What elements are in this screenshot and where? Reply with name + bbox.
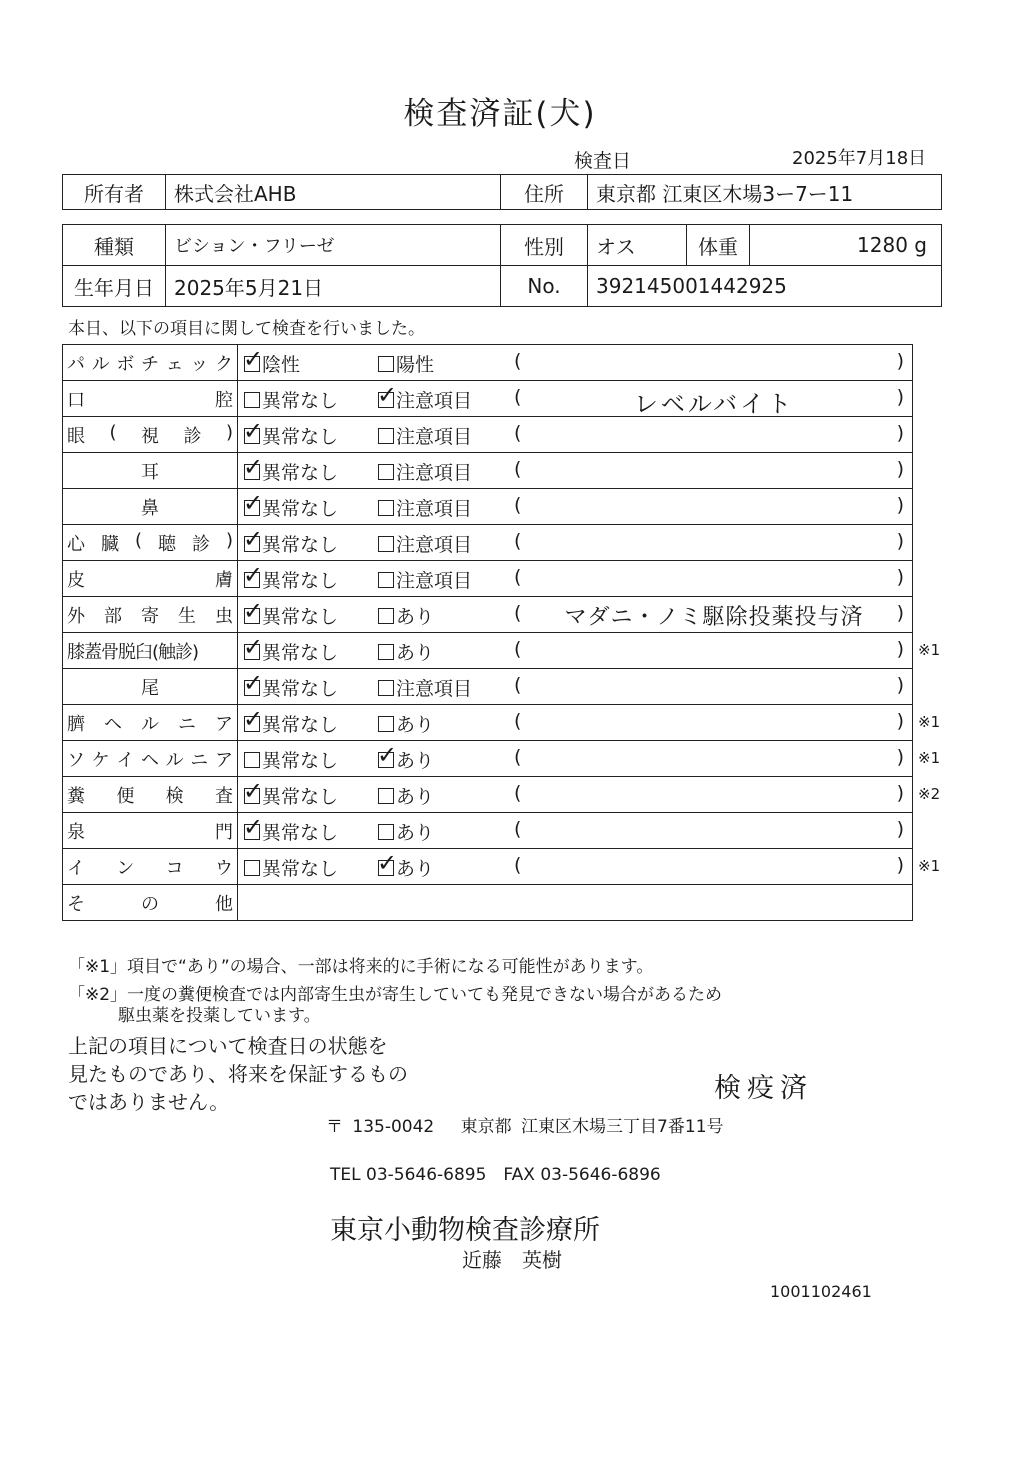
dob-label: 生年月日 <box>63 266 166 307</box>
weight-value: 1280 g <box>750 225 942 266</box>
option-normal-checkbox[interactable] <box>244 602 338 629</box>
option-abnormal-checkbox[interactable] <box>378 782 434 809</box>
note-open-paren: ( <box>514 422 522 444</box>
option-abnormal-checkbox[interactable] <box>378 674 472 701</box>
check-row <box>63 489 913 525</box>
check-item-label <box>63 561 238 597</box>
owner-label: 所有者 <box>63 175 166 210</box>
check-item-label <box>63 597 238 633</box>
check-result <box>238 669 913 705</box>
checked-box-icon <box>244 572 260 588</box>
check-item-text: 鼻 <box>141 497 159 519</box>
sex-label: 性別 <box>501 225 588 266</box>
check-result <box>238 705 913 741</box>
note-close-paren: ) <box>896 710 904 732</box>
option-label: 異常なし <box>262 606 339 628</box>
check-item-label <box>63 489 238 525</box>
checkbox-icon <box>378 428 394 444</box>
option-abnormal-checkbox[interactable] <box>378 638 434 665</box>
checkbox-icon <box>378 644 394 660</box>
check-note: マダニ・ノミ駆除投薬投与済 <box>564 605 864 630</box>
note-close-paren: ) <box>896 422 904 444</box>
note-close-paren: ) <box>896 602 904 624</box>
option-label: あり <box>396 714 435 736</box>
option-label: あり <box>396 642 435 664</box>
option-label: あり <box>396 750 435 772</box>
no-label: No. <box>501 266 588 307</box>
option-label: 注意項目 <box>396 390 473 412</box>
option-label: 陰性 <box>262 354 301 376</box>
exam-date-label: 検査日 <box>574 150 632 172</box>
option-normal-checkbox[interactable] <box>244 566 338 593</box>
option-abnormal-checkbox[interactable] <box>378 458 472 485</box>
option-normal-checkbox[interactable] <box>244 350 300 377</box>
check-item-label <box>63 453 238 489</box>
option-label: 異常なし <box>262 786 339 808</box>
checked-box-icon <box>378 392 394 408</box>
option-normal-checkbox[interactable] <box>244 530 338 557</box>
check-result <box>238 741 913 777</box>
dob-value: 2025年5月21日 <box>166 266 501 307</box>
option-label: 注意項目 <box>396 678 473 700</box>
option-normal-checkbox[interactable] <box>244 746 338 773</box>
option-label: 異常なし <box>262 750 339 772</box>
checked-box-icon <box>244 428 260 444</box>
option-label: 注意項目 <box>396 498 473 520</box>
check-row <box>63 669 913 705</box>
check-result <box>238 849 913 885</box>
doctor-name: 近藤 英樹 <box>462 1248 562 1272</box>
check-row <box>63 561 913 597</box>
option-label: あり <box>396 822 435 844</box>
breed-value: ビション・フリーゼ <box>166 225 501 266</box>
check-item-label <box>63 381 238 417</box>
option-label: あり <box>396 786 435 808</box>
check-item-text: 外 部 寄 生 虫 <box>67 605 233 627</box>
check-row <box>63 453 913 489</box>
disclaimer-line: 上記の項目について検査日の状態を <box>68 1034 388 1058</box>
footnote-mark: ※2 <box>918 784 941 803</box>
option-label: 注意項目 <box>396 534 473 556</box>
checkbox-icon <box>378 536 394 552</box>
note-close-paren: ) <box>896 674 904 696</box>
note-open-paren: ( <box>514 674 522 696</box>
option-normal-checkbox[interactable] <box>244 494 338 521</box>
no-value: 392145001442925 <box>588 266 942 307</box>
check-result <box>238 417 913 453</box>
checked-box-icon <box>244 788 260 804</box>
check-item-text: 臍 ヘ ル ニ ア <box>67 713 233 735</box>
check-result <box>238 525 913 561</box>
checked-box-icon <box>244 464 260 480</box>
check-item-label <box>63 813 238 849</box>
option-normal-checkbox[interactable] <box>244 386 338 413</box>
option-label: 異常なし <box>262 642 339 664</box>
weight-label: 体重 <box>687 225 750 266</box>
note-close-paren: ) <box>896 566 904 588</box>
option-label: 異常なし <box>262 498 339 520</box>
option-normal-checkbox[interactable] <box>244 710 338 737</box>
option-abnormal-checkbox[interactable] <box>378 530 472 557</box>
option-abnormal-checkbox[interactable] <box>378 854 434 881</box>
option-label: 注意項目 <box>396 426 473 448</box>
footnote-1: 「※1」項目で“あり”の場合、一部は将来的に手術になる可能性があります。 <box>68 957 654 977</box>
option-label: 異常なし <box>262 822 339 844</box>
checked-box-icon <box>244 716 260 732</box>
option-abnormal-checkbox[interactable] <box>378 422 472 449</box>
other-label-text: そ の 他 <box>67 893 233 915</box>
option-label: 注意項目 <box>396 462 473 484</box>
exam-date-value: 2025年7月18日 <box>792 148 927 169</box>
checkbox-icon <box>378 464 394 480</box>
check-item-text: イ ン コ ウ <box>67 857 233 879</box>
breed-label: 種類 <box>63 225 166 266</box>
pet-table <box>62 224 942 307</box>
checkbox-icon <box>244 392 260 408</box>
note-close-paren: ) <box>896 746 904 768</box>
check-item-label <box>63 705 238 741</box>
check-result <box>238 489 913 525</box>
check-result <box>238 813 913 849</box>
note-open-paren: ( <box>514 566 522 588</box>
checkbox-icon <box>378 608 394 624</box>
option-abnormal-checkbox[interactable] <box>378 350 434 377</box>
other-result <box>238 885 913 921</box>
checkbox-icon <box>244 752 260 768</box>
option-normal-checkbox[interactable] <box>244 422 338 449</box>
check-row <box>63 417 913 453</box>
check-item-text: 耳 <box>141 461 159 483</box>
option-abnormal-checkbox[interactable] <box>378 818 434 845</box>
check-result <box>238 633 913 669</box>
checked-box-icon <box>244 644 260 660</box>
check-result <box>238 777 913 813</box>
clinic-phone-fax: TEL 03-5646-6895 FAX 03-5646-6896 <box>330 1165 661 1185</box>
footnote-2: 「※2」一度の糞便検査では内部寄生虫が寄生していても発見できない場合があるため <box>68 985 723 1005</box>
option-label: 異常なし <box>262 858 339 880</box>
note-close-paren: ) <box>896 818 904 840</box>
address-label: 住所 <box>501 175 588 210</box>
intro-text: 本日、以下の項目に関して検査を行いました。 <box>68 319 425 339</box>
check-row <box>63 381 913 417</box>
check-note: レベルバイト <box>633 390 795 418</box>
check-item-label <box>63 525 238 561</box>
check-row <box>63 525 913 561</box>
serial-number: 1001102461 <box>770 1282 872 1301</box>
footnote-mark: ※1 <box>918 748 941 767</box>
note-open-paren: ( <box>514 638 522 660</box>
check-row <box>63 849 913 885</box>
check-row <box>63 633 913 669</box>
other-label <box>63 885 238 921</box>
check-result <box>238 381 913 417</box>
check-item-text: 泉 門 <box>67 821 233 843</box>
option-label: 異常なし <box>262 390 339 412</box>
checkbox-icon <box>378 788 394 804</box>
note-open-paren: ( <box>514 854 522 876</box>
option-abnormal-checkbox[interactable] <box>378 386 472 413</box>
option-normal-checkbox[interactable] <box>244 674 338 701</box>
note-close-paren: ) <box>896 350 904 372</box>
checkbox-icon <box>378 572 394 588</box>
disclaimer-line: ではありません。 <box>68 1090 230 1114</box>
option-normal-checkbox[interactable] <box>244 818 338 845</box>
note-close-paren: ) <box>896 458 904 480</box>
owner-table <box>62 174 942 210</box>
note-close-paren: ) <box>896 386 904 408</box>
checkbox-icon <box>378 356 394 372</box>
check-row <box>63 705 913 741</box>
checks-table <box>62 344 913 921</box>
checkbox-icon <box>378 680 394 696</box>
option-label: 異常なし <box>262 570 339 592</box>
checkbox-icon <box>244 860 260 876</box>
note-open-paren: ( <box>514 782 522 804</box>
quarantine-stamp: 検疫済 <box>714 1073 813 1104</box>
note-close-paren: ) <box>896 782 904 804</box>
certificate-title: 検査済証(犬) <box>403 96 597 132</box>
option-normal-checkbox[interactable] <box>244 458 338 485</box>
option-abnormal-checkbox[interactable] <box>378 602 434 629</box>
option-label: あり <box>396 858 435 880</box>
checkbox-icon <box>378 824 394 840</box>
check-item-label <box>63 849 238 885</box>
check-item-text: パ ル ボ チ ェ ッ ク <box>67 353 233 375</box>
note-close-paren: ) <box>896 530 904 552</box>
disclaimer-statement <box>68 1032 408 1116</box>
option-label: あり <box>396 606 435 628</box>
checked-box-icon <box>244 500 260 516</box>
note-open-paren: ( <box>514 818 522 840</box>
check-item-text: 糞 便 検 査 <box>67 785 233 807</box>
clinic-address: 〒 135-0042 東京都 江東区木場三丁目7番11号 <box>326 1117 724 1137</box>
checked-box-icon <box>244 824 260 840</box>
address-value: 東京都 江東区木場3ー7ー11 <box>588 175 942 210</box>
option-label: 異常なし <box>262 678 339 700</box>
option-normal-checkbox[interactable] <box>244 782 338 809</box>
note-close-paren: ) <box>896 494 904 516</box>
check-item-text: 尾 <box>141 677 159 699</box>
note-open-paren: ( <box>514 386 522 408</box>
option-abnormal-checkbox[interactable] <box>378 710 434 737</box>
option-label: 陽性 <box>396 354 435 376</box>
option-label: 異常なし <box>262 714 339 736</box>
check-item-text: 膝蓋骨脱臼(触診) <box>67 641 199 663</box>
checked-box-icon <box>244 536 260 552</box>
check-item-label <box>63 669 238 705</box>
check-result <box>238 561 913 597</box>
note-open-paren: ( <box>514 710 522 732</box>
option-abnormal-checkbox[interactable] <box>378 494 472 521</box>
check-item-label <box>63 345 238 381</box>
check-item-label <box>63 633 238 669</box>
option-label: 注意項目 <box>396 570 473 592</box>
checked-box-icon <box>244 356 260 372</box>
option-label: 異常なし <box>262 534 339 556</box>
note-open-paren: ( <box>514 602 522 624</box>
option-abnormal-checkbox[interactable] <box>378 746 434 773</box>
option-normal-checkbox[interactable] <box>244 638 338 665</box>
footnote-mark: ※1 <box>918 856 941 875</box>
check-item-label <box>63 417 238 453</box>
checked-box-icon <box>378 860 394 876</box>
note-open-paren: ( <box>514 746 522 768</box>
clinic-name: 東京小動物検査診療所 <box>330 1215 600 1246</box>
note-open-paren: ( <box>514 350 522 372</box>
check-item-text: 眼 ( 視 診 ) <box>67 421 233 447</box>
note-open-paren: ( <box>514 458 522 480</box>
note-close-paren: ) <box>896 854 904 876</box>
check-result <box>238 597 913 633</box>
check-item-text: ソ ケ イ ヘ ル ニ ア <box>67 749 233 771</box>
checked-box-icon <box>378 752 394 768</box>
note-open-paren: ( <box>514 530 522 552</box>
check-row <box>63 597 913 633</box>
footnote-2-cont: 駆虫薬を投薬しています。 <box>118 1006 321 1026</box>
option-label: 異常なし <box>262 426 339 448</box>
footnote-mark: ※1 <box>918 712 941 731</box>
checkbox-icon <box>378 716 394 732</box>
check-item-label <box>63 777 238 813</box>
sex-value: オス <box>588 225 687 266</box>
option-label: 異常なし <box>262 462 339 484</box>
check-result <box>238 453 913 489</box>
check-row <box>63 345 913 381</box>
checked-box-icon <box>244 680 260 696</box>
check-item-text: 皮 膚 <box>67 569 233 591</box>
check-item-text: 口 腔 <box>67 389 233 411</box>
check-item-label <box>63 741 238 777</box>
disclaimer-line: 見たものであり、将来を保証するもの <box>68 1062 408 1086</box>
note-open-paren: ( <box>514 494 522 516</box>
check-item-text: 心 臓 ( 聴 診 ) <box>67 529 233 555</box>
checkbox-icon <box>378 500 394 516</box>
checked-box-icon <box>244 608 260 624</box>
option-abnormal-checkbox[interactable] <box>378 566 472 593</box>
check-row <box>63 741 913 777</box>
footnote-mark: ※1 <box>918 640 941 659</box>
check-row <box>63 813 913 849</box>
check-result <box>238 345 913 381</box>
note-close-paren: ) <box>896 638 904 660</box>
owner-value: 株式会社AHB <box>166 175 501 210</box>
option-normal-checkbox[interactable] <box>244 854 338 881</box>
check-row <box>63 777 913 813</box>
